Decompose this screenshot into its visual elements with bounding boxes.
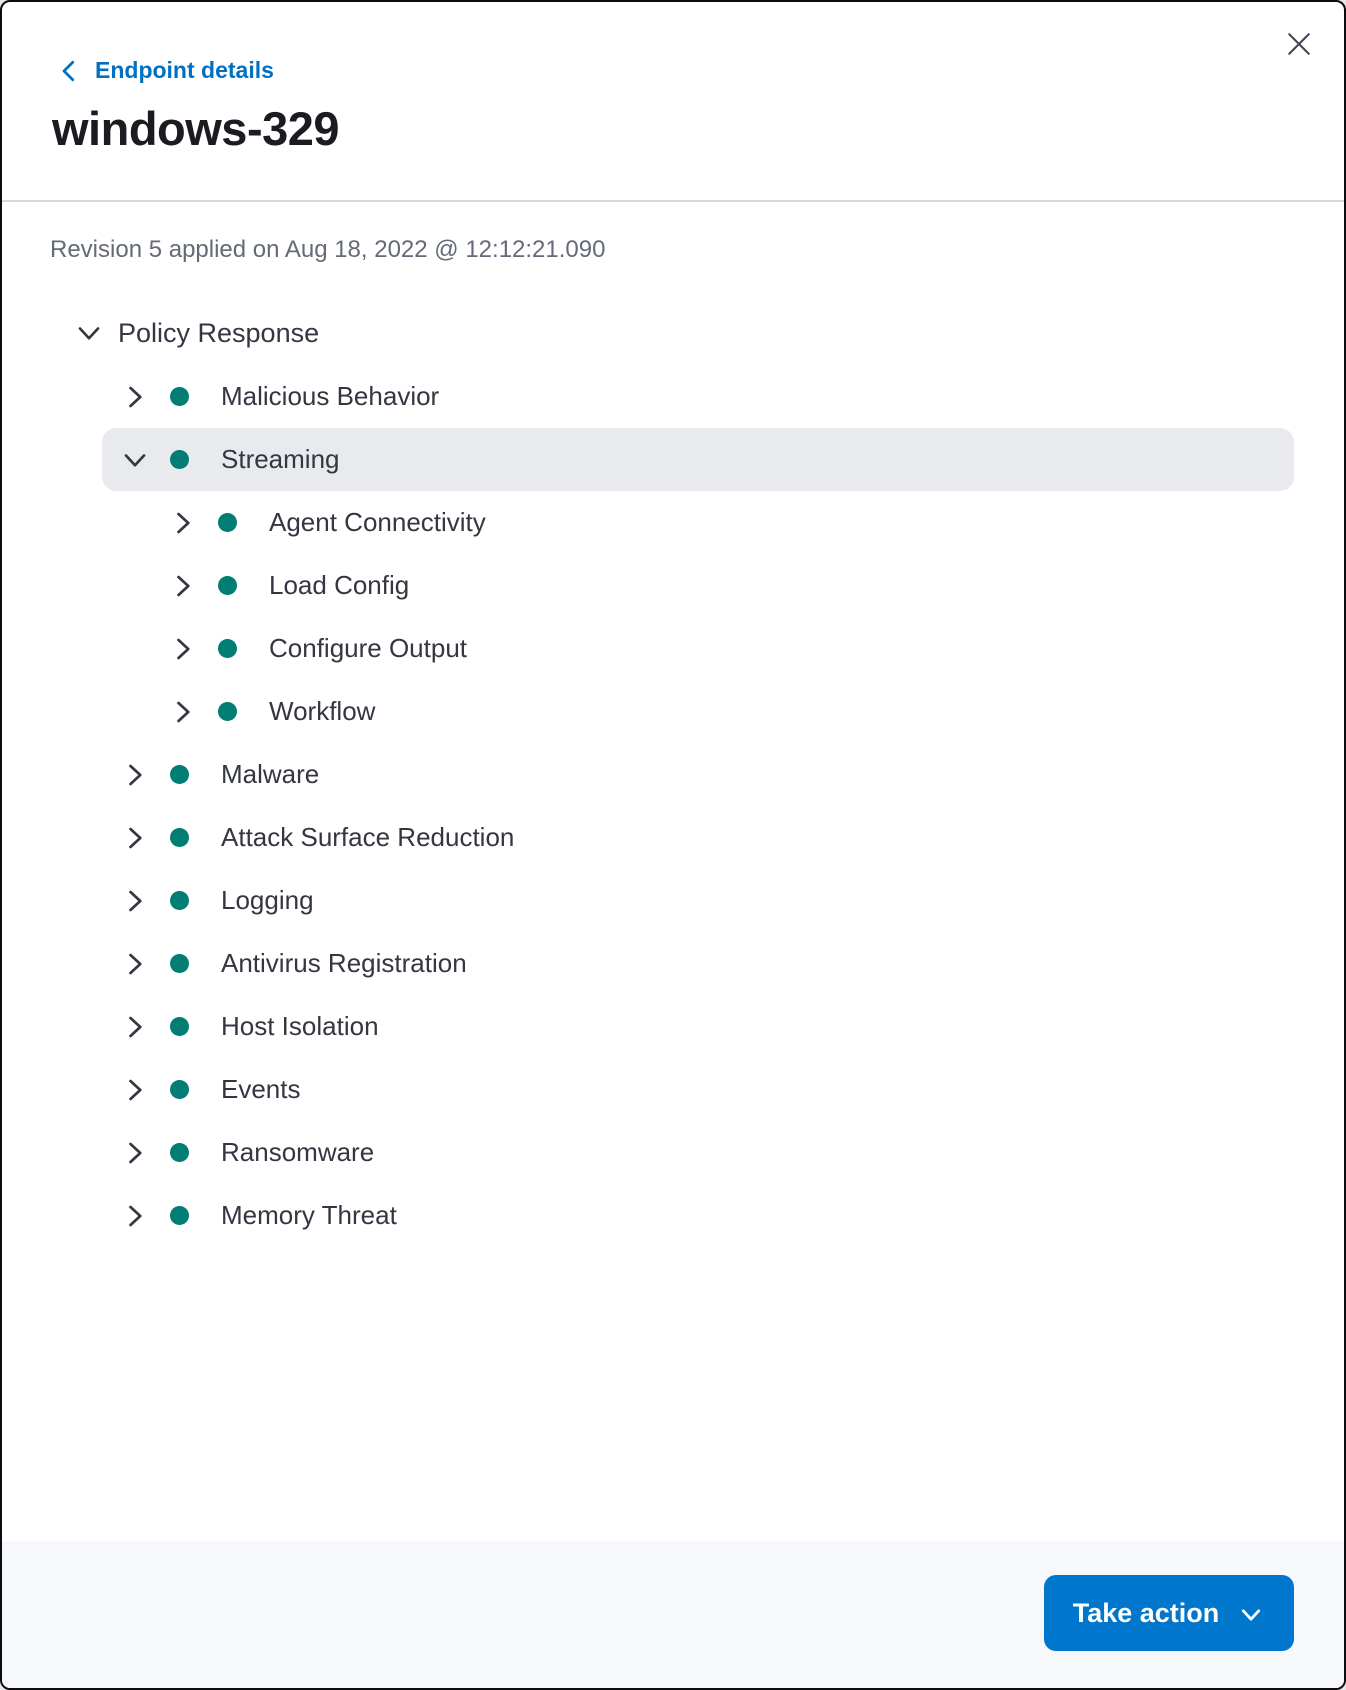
status-success-dot-icon <box>218 513 237 532</box>
tree-node-label: Configure Output <box>269 633 468 663</box>
take-action-button[interactable] <box>1044 1575 1294 1651</box>
status-success-dot-icon <box>170 1206 189 1225</box>
status-success-dot-icon <box>218 639 237 658</box>
status-success-dot-icon <box>170 1080 189 1099</box>
tree-node-label: Agent Connectivity <box>269 507 486 537</box>
tree-node-attack-surface-reduction[interactable] <box>102 806 1294 869</box>
take-action-label: Take action <box>1072 1597 1220 1628</box>
flyout-header <box>2 2 1344 202</box>
chevron-left-icon <box>59 58 79 84</box>
status-success-dot-icon <box>170 828 189 847</box>
close-button[interactable] <box>1282 28 1316 62</box>
tree-node-label: Attack Surface Reduction <box>221 822 515 852</box>
chevron-right-icon[interactable] <box>168 571 198 601</box>
status-success-dot-icon <box>170 450 189 469</box>
tree-node-streaming[interactable] <box>102 428 1294 491</box>
status-success-dot-icon <box>170 891 189 910</box>
revision-status-text: Revision 5 applied on Aug 18, 2022 @ 12:12:21.090 <box>50 236 606 263</box>
chevron-right-icon[interactable] <box>168 697 198 727</box>
tree-node-label: Load Config <box>269 570 410 600</box>
tree-node-agent-connectivity[interactable] <box>102 491 1294 554</box>
chevron-right-icon[interactable] <box>120 760 150 790</box>
status-success-dot-icon <box>170 954 189 973</box>
policy-response-tree <box>50 307 1294 1247</box>
tree-node-configure-output[interactable] <box>102 617 1294 680</box>
status-success-dot-icon <box>218 576 237 595</box>
page-title: windows-329 <box>52 101 340 155</box>
flyout-body <box>2 202 1344 1247</box>
tree-node-label: Ransomware <box>221 1137 375 1167</box>
tree-node-malicious-behavior[interactable] <box>102 365 1294 428</box>
chevron-down-icon <box>1237 1598 1265 1629</box>
chevron-right-icon[interactable] <box>120 886 150 916</box>
tree-items <box>102 365 1294 1247</box>
back-link-label: Endpoint details <box>95 57 274 83</box>
flyout-footer <box>2 1541 1344 1688</box>
chevron-down-icon[interactable] <box>74 318 104 348</box>
chevron-right-icon[interactable] <box>120 1012 150 1042</box>
tree-node-label: Logging <box>221 885 314 915</box>
tree-node-label: Antivirus Registration <box>221 948 467 978</box>
tree-node-policy-response[interactable] <box>50 307 1294 359</box>
chevron-right-icon[interactable] <box>120 1138 150 1168</box>
chevron-right-icon[interactable] <box>120 949 150 979</box>
chevron-right-icon[interactable] <box>120 823 150 853</box>
chevron-right-icon[interactable] <box>120 1201 150 1231</box>
status-success-dot-icon <box>218 702 237 721</box>
tree-node-label: Events <box>221 1074 301 1104</box>
chevron-right-icon[interactable] <box>120 1075 150 1105</box>
chevron-right-icon[interactable] <box>120 382 150 412</box>
tree-node-label: Workflow <box>269 696 376 726</box>
tree-node-label: Memory Threat <box>221 1200 397 1230</box>
tree-node-events[interactable] <box>102 1058 1294 1121</box>
tree-node-antivirus-registration[interactable] <box>102 932 1294 995</box>
status-success-dot-icon <box>170 765 189 784</box>
status-success-dot-icon <box>170 1143 189 1162</box>
tree-node-label: Policy Response <box>118 317 320 348</box>
close-icon <box>1284 29 1314 62</box>
status-success-dot-icon <box>170 387 189 406</box>
tree-node-logging[interactable] <box>102 869 1294 932</box>
status-success-dot-icon <box>170 1017 189 1036</box>
back-to-endpoint-details-link[interactable] <box>59 57 274 84</box>
tree-node-load-config[interactable] <box>102 554 1294 617</box>
tree-node-malware[interactable] <box>102 743 1294 806</box>
tree-node-workflow[interactable] <box>102 680 1294 743</box>
tree-node-label: Host Isolation <box>221 1011 379 1041</box>
tree-node-memory-threat[interactable] <box>102 1184 1294 1247</box>
chevron-right-icon[interactable] <box>168 508 198 538</box>
tree-node-label: Streaming <box>221 444 340 474</box>
tree-node-host-isolation[interactable] <box>102 995 1294 1058</box>
tree-node-label: Malware <box>221 759 320 789</box>
tree-node-ransomware[interactable] <box>102 1121 1294 1184</box>
chevron-down-icon[interactable] <box>120 445 150 475</box>
chevron-right-icon[interactable] <box>168 634 198 664</box>
tree-node-label: Malicious Behavior <box>221 381 440 411</box>
